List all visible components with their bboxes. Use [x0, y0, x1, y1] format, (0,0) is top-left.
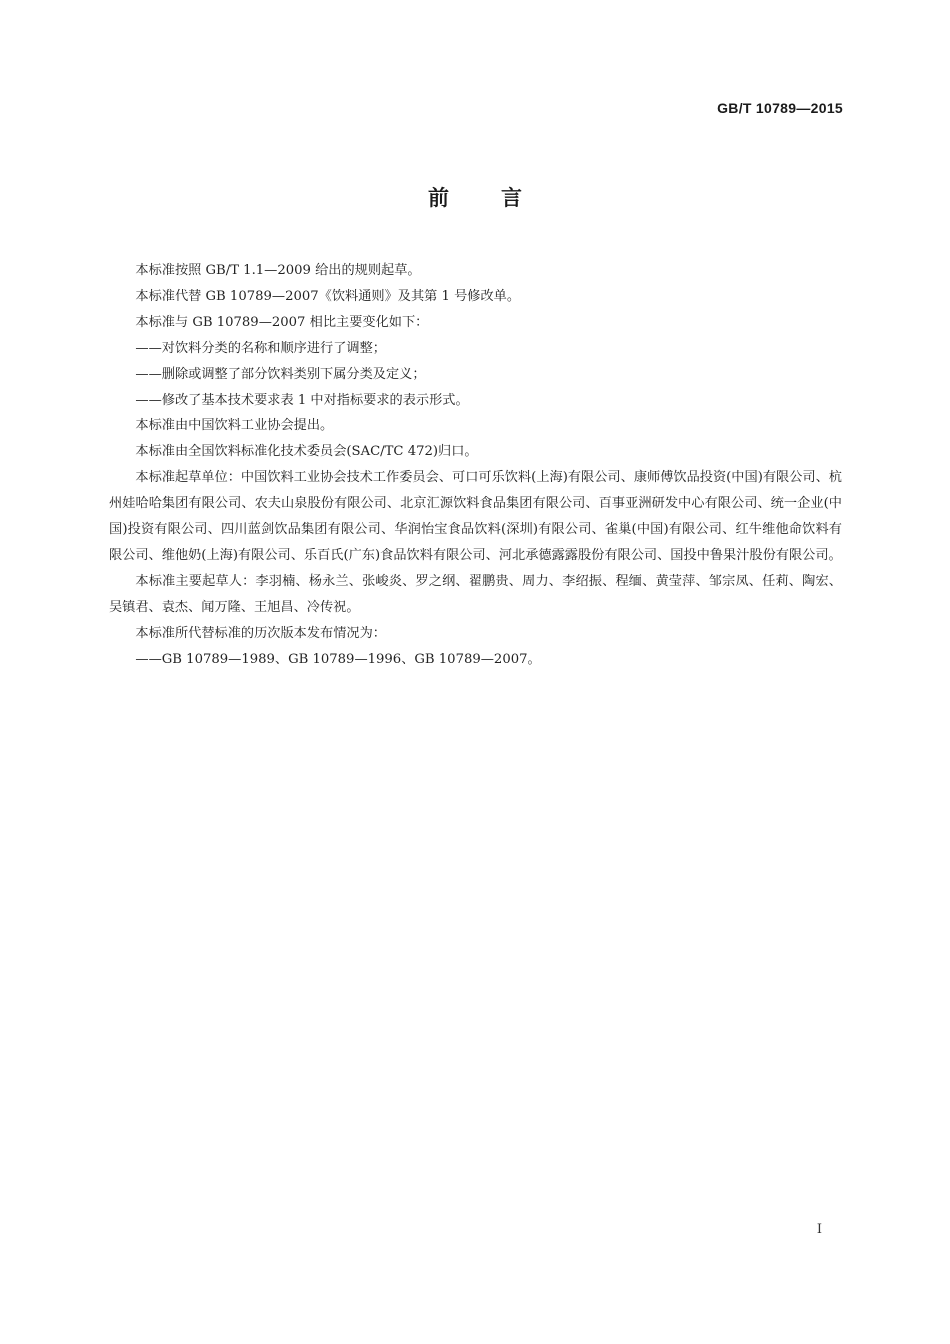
list-item-change-2: ——删除或调整了部分饮料类别下属分类及定义；: [135, 366, 426, 382]
paragraph-replaces: 本标准代替 GB 10789—2007《饮料通则》及其第 1 号修改单。: [135, 288, 521, 304]
page-number: I: [816, 1222, 822, 1237]
list-item-history: ——GB 10789—1989、GB 10789—1996、GB 10789—2007。: [135, 651, 541, 667]
list-item-change-1: ——对饮料分类的名称和顺序进行了调整；: [135, 340, 386, 356]
list-item-change-3: ——修改了基本技术要求表 1 中对指标要求的表示形式。: [135, 392, 469, 408]
page-title: 前言: [428, 186, 574, 210]
paragraph-drafting-rules: 本标准按照 GB/T 1.1—2009 给出的规则起草。: [135, 263, 421, 278]
foreword-body: [109, 258, 842, 673]
paragraph-history-intro: 本标准所代替标准的历次版本发布情况为：: [135, 625, 386, 641]
paragraph-centralized-by: 本标准由全国饮料标准化技术委员会(SAC/TC 472)归口。: [135, 444, 478, 460]
paragraph-drafting-units: 本标准起草单位：中国饮料工业协会技术工作委员会、可口可乐饮料(上海)有限公司、康师傅饮品投资(中国)有限公司、杭州娃哈哈集团有限公司、农夫山泉股份有限公司、北京汇源饮料食品集团有限公司、百事亚洲研发中心有限公司、统一企业(中国)投资有限公司、四川蓝剑饮品集团有限公司、华润怡宝食品饮料(深圳)有限公司、雀巢(中国)有限公司、红牛维他命饮料有限公司、维他奶(上海)有限公司、乐百氏(广东)食品饮料有限公司、河北承德露露股份有限公司、国投中鲁果汁股份有限公司。: [109, 470, 842, 563]
standard-number: GB/T 10789—2015: [717, 100, 843, 116]
paragraph-proposed-by: 本标准由中国饮料工业协会提出。: [135, 418, 334, 434]
paragraph-drafters: 本标准主要起草人：李羽楠、杨永兰、张峻炎、罗之纲、翟鹏贵、周力、李绍振、程缅、黄莹萍、邹宗凤、任莉、陶宏、吴镇君、袁杰、闻万隆、王旭昌、冷传祝。: [109, 573, 842, 615]
paragraph-changes-intro: 本标准与 GB 10789—2007 相比主要变化如下：: [135, 314, 429, 330]
